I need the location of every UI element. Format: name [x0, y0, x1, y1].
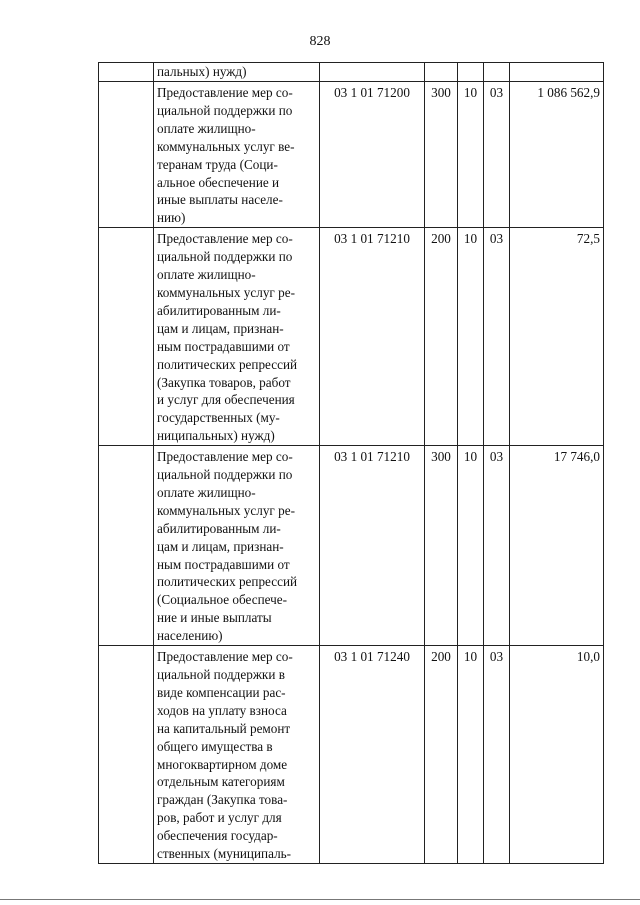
item-name-line: коммунальных услуг ве- [157, 138, 295, 154]
item-name-line: Предоставление мер со- [157, 231, 293, 247]
item-name-line: обеспечения государ- [157, 828, 278, 844]
amount-cell [510, 63, 604, 82]
amount-cell: 10,0 [510, 646, 604, 864]
row-number-cell [99, 446, 154, 646]
item-name-line: абилитированным ли- [157, 520, 281, 536]
subsection-cell: 03 [484, 228, 510, 446]
target-code-cell: 03 1 01 71200 [320, 82, 425, 228]
page-number: 828 [309, 34, 331, 49]
item-name-line: Предоставление мер со- [157, 449, 293, 465]
item-name-line: коммунальных услуг ре- [157, 284, 295, 300]
item-name-line: циальной поддержки по [157, 102, 293, 118]
item-name-line: иные выплаты населе- [157, 192, 283, 208]
item-name-line: абилитированным ли- [157, 302, 281, 318]
table-row [99, 228, 604, 446]
item-name-line: цам и лицам, признан- [157, 538, 284, 554]
item-name-line: нию) [157, 210, 186, 226]
item-name-line: многоквартирном доме [157, 756, 288, 772]
expense-type-cell: 300 [425, 82, 458, 228]
item-name-line: ным пострадавшими от [157, 338, 290, 354]
item-name-line: граждан (Закупка това- [157, 792, 288, 808]
expense-type-cell: 300 [425, 446, 458, 646]
subsection-cell: 03 [484, 646, 510, 864]
item-name-line: (Закупка товаров, работ [157, 374, 291, 390]
item-name-line: ходов на уплату взноса [157, 702, 287, 718]
section-cell: 10 [458, 82, 484, 228]
subsection-cell [484, 63, 510, 82]
item-name-cell [154, 228, 320, 446]
item-name-line: Предоставление мер со- [157, 85, 293, 100]
target-code-cell: 03 1 01 71210 [320, 228, 425, 446]
item-name-line: циальной поддержки по [157, 467, 293, 483]
amount-cell: 17 746,0 [510, 446, 604, 646]
table-row [99, 82, 604, 228]
table-row [99, 446, 604, 646]
item-name-cell [154, 82, 320, 228]
subsection-cell: 03 [484, 446, 510, 646]
item-name-line: на капитальный ремонт [157, 720, 291, 736]
section-cell [458, 63, 484, 82]
amount-cell: 72,5 [510, 228, 604, 446]
item-name-cell [154, 446, 320, 646]
item-name-line: населению) [157, 628, 223, 644]
amount-cell: 1 086 562,9 [510, 82, 604, 228]
target-code-cell: 03 1 01 71210 [320, 446, 425, 646]
item-name-line: оплате жилищно- [157, 267, 256, 283]
item-name-cell [154, 646, 320, 864]
item-name-line: циальной поддержки в [157, 667, 285, 682]
section-cell: 10 [458, 446, 484, 646]
row-number-cell [99, 63, 154, 82]
item-name-line: отдельным категориям [157, 774, 285, 790]
item-name-line: коммунальных услуг ре- [157, 502, 295, 518]
row-number-cell [99, 646, 154, 864]
item-name-line: Предоставление мер со- [157, 649, 293, 665]
item-name-line: общего имущества в [157, 738, 273, 754]
row-number-cell [99, 228, 154, 446]
item-name-line: цам и лицам, признан- [157, 320, 284, 336]
table-row [99, 63, 604, 82]
item-name-line: ным пострадавшими от [157, 556, 290, 572]
table-row [99, 646, 604, 864]
item-name-line: циальной поддержки по [157, 249, 293, 265]
item-name-line: и услуг для обеспечения [157, 392, 295, 408]
item-name-line: ров, работ и услуг для [157, 810, 282, 826]
section-cell: 10 [458, 646, 484, 864]
item-name-line: оплате жилищно- [157, 120, 256, 136]
subsection-cell: 03 [484, 82, 510, 228]
page-bottom-edge [0, 899, 640, 900]
item-name-line: теранам труда (Соци- [157, 156, 278, 172]
item-name-line: ниципальных) нужд) [157, 428, 275, 444]
item-name-line: ние и иные выплаты [157, 610, 272, 626]
item-name-line: ственных (муниципаль- [157, 846, 292, 862]
budget-table-body [99, 63, 604, 864]
row-number-cell [99, 82, 154, 228]
target-code-cell [320, 63, 425, 82]
item-name-line: государственных (му- [157, 410, 280, 426]
item-name-line: альное обеспечение и [157, 174, 280, 190]
item-name-line: виде компенсации рас- [157, 684, 286, 700]
item-name-line: (Социальное обеспече- [157, 592, 288, 608]
target-code-cell: 03 1 01 71240 [320, 646, 425, 864]
item-name-line: оплате жилищно- [157, 484, 256, 500]
budget-table [98, 62, 604, 864]
item-name-line: пальных) нужд) [157, 64, 247, 79]
item-name-line: политических репрессий [157, 356, 298, 372]
item-name-line: политических репрессий [157, 574, 298, 590]
expense-type-cell: 200 [425, 228, 458, 446]
section-cell: 10 [458, 228, 484, 446]
item-name-cell [154, 63, 320, 82]
expense-type-cell [425, 63, 458, 82]
expense-type-cell: 200 [425, 646, 458, 864]
